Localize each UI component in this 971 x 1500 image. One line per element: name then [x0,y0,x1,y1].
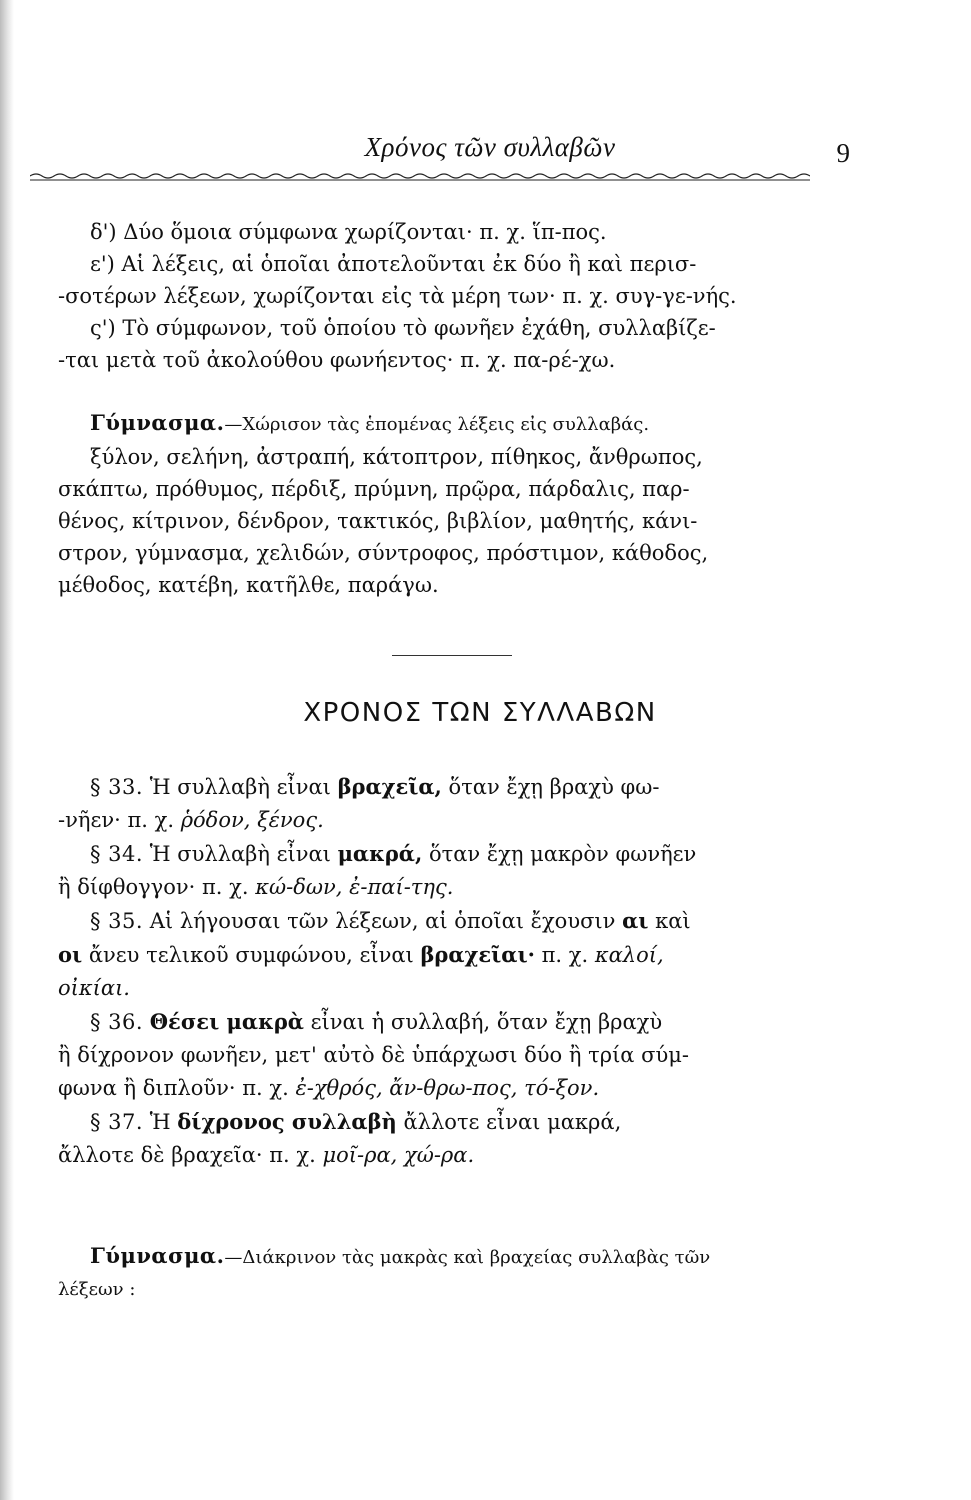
section-36-text-a: εἶναι ἡ συλλαβή, ὅταν ἔχῃ βραχὺ [310,1010,663,1034]
section-37-term: δίχρονος συλλαβὴ [177,1109,397,1134]
section-35-ending-ai: αι [622,908,649,933]
section-34-text-a: Ἡ συλλαβὴ εἶναι [149,842,331,866]
section-33-line-1 [58,770,798,804]
section-37-line-2-text: ἄλλοτε δὲ βραχεῖα· π. χ. [58,1143,316,1167]
section-35-text-a: Αἱ λήγουσαι τῶν λέξεων, αἱ ὁποῖαι ἔχουσιν [149,909,616,933]
exercise-2-label: Γύμνασμα. [90,1243,225,1268]
page-header [60,128,850,168]
section-33-term: βραχεῖα, [337,774,442,799]
exercise-1-heading [58,407,798,441]
section-33-number: § 33. [90,775,144,799]
section-divider [392,655,512,656]
rules-block [58,216,798,376]
section-34-line-2 [58,871,798,904]
section-33-text-b: ὅταν ἔχῃ βραχὺ φω- [448,775,660,799]
section-36-examples: ἐ-χθρός, ἄν-θρω-πος, τό-ξον. [295,1076,600,1100]
section-34-line-1 [58,837,798,871]
section-36-line-2: ἢ δίχρονον φωνῆεν, μετ' αὐτὸ δὲ ὑπάρχωσι δύο ἢ τρία σύμ- [58,1043,690,1067]
section-33-line-2-text: -νῆεν· π. χ. [58,808,174,832]
section-37-number: § 37. [90,1110,144,1134]
section-35-term: βραχεῖαι· [420,942,535,967]
page-number: 9 [836,138,850,168]
exercise-2-line-2: λέξεων : [58,1279,136,1300]
exercise-2 [58,1240,798,1306]
section-36-line-1 [58,1005,798,1039]
section-34-examples: κώ-δων, ἐ-παί-της. [255,875,454,899]
exercise-1-line-5: μέθοδος, κατέβη, κατῆλθε, παράγω. [58,573,439,597]
section-37-text-b: ἄλλοτε εἶναι μακρά, [403,1110,622,1134]
exercise-1-instruction: —Χώρισον τὰς ἑπομένας λέξεις εἰς συλλαβάς. [224,414,650,435]
section-37-examples: μοῖ-ρα, χώ-ρα. [322,1143,475,1167]
section-35-ending-oi: οι [58,942,83,967]
section-36-line-3 [58,1072,798,1105]
section-34-text-b: ὅταν ἔχῃ μακρὸν φωνῆεν [428,842,697,866]
exercise-1-label: Γύμνασμα. [90,410,225,435]
section-36-number: § 36. [90,1010,144,1034]
rule-delta: δ') Δύο ὅμοια σύμφωνα χωρίζονται· π. χ. ἵπ-πος. [90,220,607,244]
section-35-line-1 [58,904,798,938]
rule-epsilon-line-1: ε') Αἱ λέξεις, αἱ ὁποῖαι ἀποτελοῦνται ἐκ δύο ἢ καὶ περισ- [90,252,697,276]
exercise-2-heading [58,1240,798,1274]
sections-block [58,770,798,1172]
exercise-2-instruction: —Διάκρινον τὰς μακρὰς καὶ βραχείας συλλαβὰς τῶν [224,1247,711,1268]
section-37-text-a: Ἡ [149,1110,171,1134]
section-34-term: μακρά, [337,841,423,866]
section-37-line-1 [58,1105,798,1139]
header-wavy-rule [30,170,810,184]
section-35-line-3-text: οἰκίαι. [58,976,130,1000]
exercise-1-line-4: στρον, γύμνασμα, χελιδών, σύντροφος, πρόστιμον, κάθοδος, [58,541,709,565]
section-heading: ΧΡΟΝΟΣ ΤΩΝ ΣΥΛΛΑΒΩΝ [303,698,657,728]
page-edge-shadow [0,0,14,1500]
rule-stigma-line-1: ς') Τὸ σύμφωνον, τοῦ ὁποίου τὸ φωνῆεν ἐχάθη, συλλαβίζε- [90,316,716,340]
section-35-line-3 [58,972,798,1005]
section-36-term: Θέσει μακρὰ [149,1009,304,1034]
section-33-examples: ῥόδον, ξένος. [180,808,324,832]
rule-stigma-line-2: -ται μετὰ τοῦ ἀκολούθου φωνήεντος· π. χ. πα-ρέ-χω. [58,348,616,372]
section-35-number: § 35. [90,909,144,933]
exercise-1-line-2: σκάπτω, πρόθυμος, πέρδιξ, πρύμνη, πρῷρα, πάρδαλις, παρ- [58,477,690,501]
section-36-line-3-text: φωνα ἢ διπλοῦν· π. χ. [58,1076,289,1100]
section-35-text-b: ἄνευ τελικοῦ συμφώνου, εἶναι [88,943,414,967]
section-35-kai: καὶ [655,909,691,933]
section-33-text-a: Ἡ συλλαβὴ εἶναι [149,775,331,799]
section-33-line-2 [58,804,798,837]
section-35-examples: καλοί, [594,943,664,967]
rule-epsilon-line-2: -σοτέρων λέξεων, χωρίζονται εἰς τὰ μέρη των· π. χ. συγ-γε-νής. [58,284,737,308]
running-title: Χρόνος τῶν συλλαβῶν [364,132,616,162]
section-34-number: § 34. [90,842,144,866]
section-37-line-2 [58,1139,798,1172]
exercise-1 [58,407,798,601]
section-35-text-c: π. χ. [541,943,589,967]
section-35-line-2 [58,938,798,972]
exercise-1-line-3: θένος, κίτρινον, δένδρον, τακτικός, βιβλίον, μαθητής, κάνι- [58,509,698,533]
exercise-1-line-1: ξύλον, σελήνη, ἀστραπή, κάτοπτρον, πίθηκος, ἄνθρωπος, [90,445,703,469]
section-34-line-2-text: ἢ δίφθογγον· π. χ. [58,875,249,899]
